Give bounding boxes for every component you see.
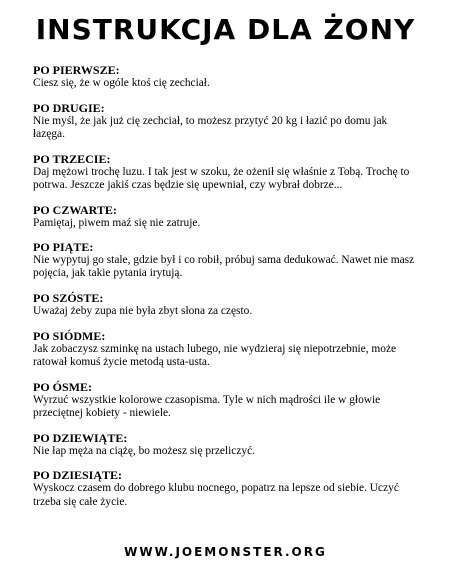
item-heading: PO SIÓDME: <box>33 328 106 343</box>
list-item <box>33 330 421 369</box>
item-text: Wyskocz czasem do dobrego klubu nocnego, popatrz na lepsze od siebie. Uczyć trzeba się całe życie. <box>33 482 399 508</box>
item-text: Nie myśl, że jak już cię zechciał, to możesz przytyć 20 kg i łazić po domu jak łazęga. <box>33 114 388 140</box>
instruction-list <box>33 64 421 520</box>
list-item <box>33 432 421 458</box>
footer-url: WWW.JOEMONSTER.ORG <box>124 545 327 559</box>
list-item <box>33 64 421 90</box>
item-text: Nie wypytuj go stale, gdzie był i co robił, próbuj sama dedukować. Nawet nie masz pojęcia, jak takie pytania irytują. <box>33 254 415 280</box>
item-text: Nie łap męża na ciążę, bo możesz się przeliczyć. <box>33 444 255 457</box>
list-item <box>33 381 421 420</box>
item-heading: PO ÓSME: <box>33 379 92 394</box>
item-text: Uważaj żeby zupa nie była zbyt słona za często. <box>33 305 253 318</box>
item-heading: PO PIĄTE: <box>33 240 94 255</box>
item-text: Ciesz się, że w ogóle ktoś cię zechciał. <box>33 77 210 89</box>
item-heading: PO SZÓSTE: <box>33 291 104 306</box>
item-heading: PO TRZECIE: <box>33 151 111 166</box>
list-item <box>33 241 421 280</box>
item-text: Daj mężowi trochę luzu. I tak jest w szoku, że ożenił się właśnie z Tobą. Trochę to potrwa. Jeszcze jakiś czas będzie się upewniał, czy wybrał dobrze... <box>33 165 410 191</box>
list-item <box>33 292 421 318</box>
item-heading: PO CZWARTE: <box>33 202 117 217</box>
item-heading: PO PIERWSZE: <box>33 63 120 77</box>
list-item <box>33 469 421 508</box>
page-title: INSTRUKCJA DLA ŻONY <box>35 13 416 46</box>
item-text: Jak zobaczysz szminkę na ustach lubego, nie wydzieraj się niepotrzebnie, może ratował komuś życie metodą usta-usta. <box>33 342 397 369</box>
item-heading: PO DZIESIĄTE: <box>33 468 123 483</box>
list-item <box>33 102 421 141</box>
list-item <box>33 204 421 230</box>
item-text: Pamiętaj, piwem maź się nie zatruje. <box>33 216 201 229</box>
item-heading: PO DRUGIE: <box>33 100 105 115</box>
item-text: Wyrzuć wszystkie kolorowe czasopisma. Tyle w nich mądrości ile w głowie przeciętnej kobiety - niewiele. <box>33 393 381 419</box>
list-item <box>33 153 421 192</box>
item-heading: PO DZIEWIĄTE: <box>33 430 128 445</box>
